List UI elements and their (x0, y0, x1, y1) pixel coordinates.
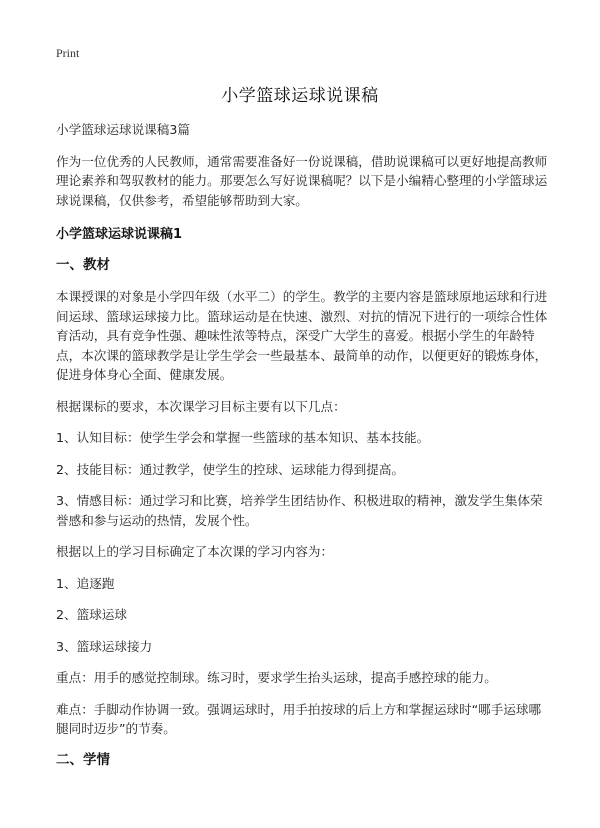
document-title: 小学篮球运球说课稿 (221, 86, 379, 106)
part-heading: 小学篮球运球说课稿1 (56, 227, 183, 242)
goal-skill: 2、技能目标：通过教学，使学生的控球、运球能力得到提高。 (56, 461, 405, 477)
content-item-dribble: 2、篮球运球 (56, 607, 127, 622)
section-heading-materials: 一、教材 (56, 257, 110, 273)
goals-intro: 根据课标的要求，本次课学习目标主要有以下几点： (56, 398, 346, 414)
content-intro: 根据以上的学习目标确定了本次课的学习内容为： (56, 544, 334, 559)
print-link[interactable]: Print (56, 46, 80, 60)
content-item-chase-run: 1、追逐跑 (56, 575, 115, 591)
section-heading-learners: 二、学情 (56, 751, 110, 768)
materials-paragraph: 本课授课的对象是小学四年级（水平二）的学生。教学的主要内容是篮球原地运球和行进间运球、篮球运球接力比。篮球运动是在快速、激烈、对抗的情况下进行的一项综合性体育活动，具有竞争性强、趣味性浓等特点，深受广大学生的喜爱。根据小学生的年龄特点，本次课的篮球教学是让学生学会一些最基本、最简单的动作，以便更好的锻炼身体，促进身体身心全面、健康发展。 (56, 289, 548, 382)
intro-paragraph: 作为一位优秀的人民教师，通常需要准备好一份说课稿，借助说课稿可以更好地提高教师理论素养和驾驭教材的能力。那要怎么写好说课稿呢？以下是小编精心整理的小学篮球运球说课稿，仅供参考，希望能够帮助到大家。 (56, 153, 548, 208)
goal-cognitive: 1、认知目标：使学生学会和掌握一些篮球的基本知识、基本技能。 (56, 430, 430, 445)
document-subtitle: 小学篮球运球说课稿3篇 (56, 122, 190, 137)
difficulty-point: 难点：手脚动作协调一致。强调运球时，用手拍按球的后上方和掌握运球时“哪手运球哪腿同时迈步”的节奏。 (56, 701, 542, 736)
document-body (56, 120, 552, 782)
goal-emotional: 3、情感目标：通过学习和比赛，培养学生团结协作、积极进取的精神，激发学生集体荣誉感和参与运动的热情，发展个性。 (56, 493, 543, 528)
content-item-relay: 3、篮球运球接力 (56, 638, 153, 654)
key-point: 重点：用手的感觉控制球。练习时，要求学生抬头运球，提高手感控球的能力。 (56, 670, 497, 685)
